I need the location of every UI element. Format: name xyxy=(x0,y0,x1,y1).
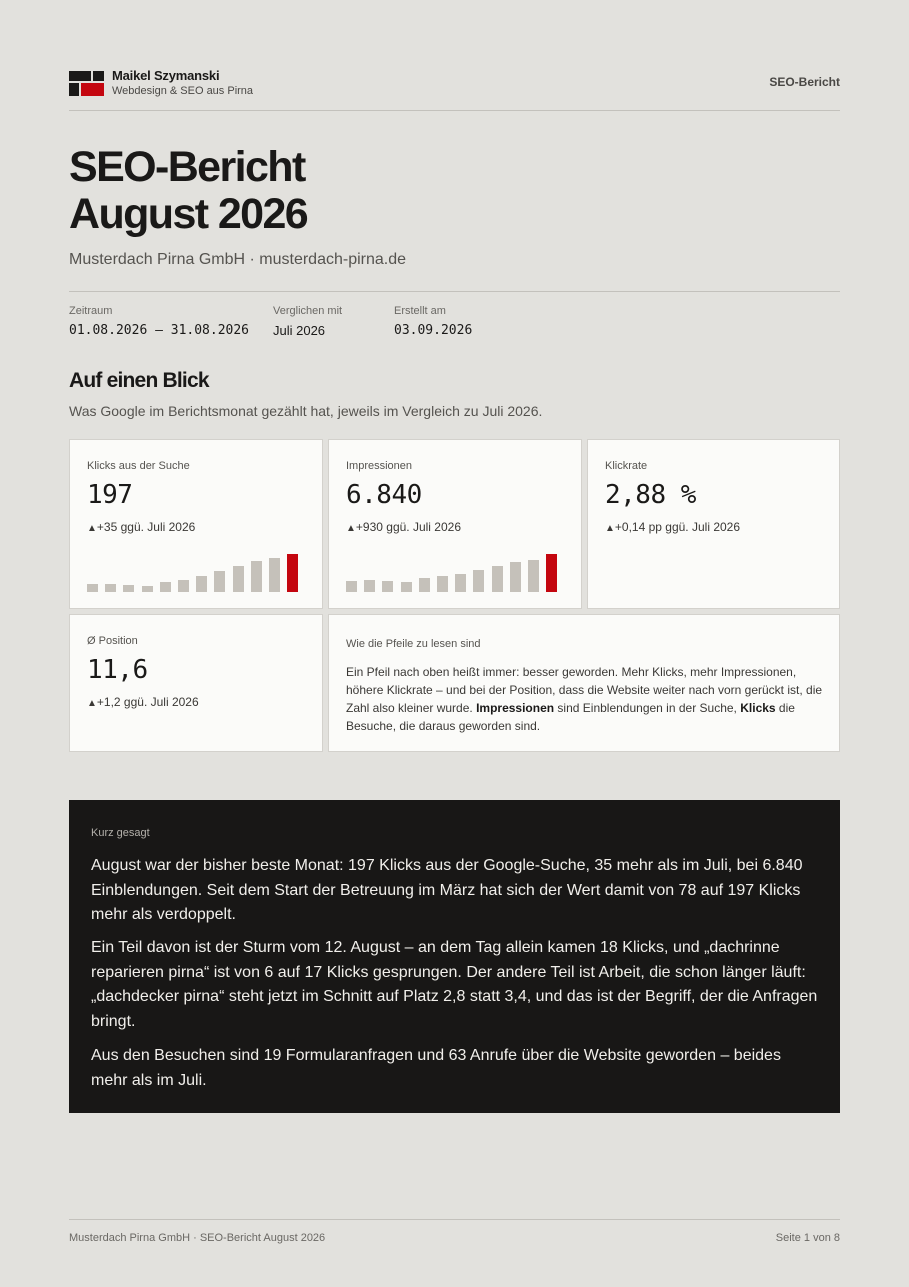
kpi-delta-text: +1,2 ggü. Juli 2026 xyxy=(96,695,199,709)
trend-bar xyxy=(233,566,244,592)
kpi-value: 2,88 % xyxy=(605,480,696,510)
kpi-card-impressions xyxy=(328,439,582,609)
section-title: Auf einen Blick xyxy=(69,369,209,392)
arrow-up-icon: ▲ xyxy=(87,698,97,709)
info-text: Ein Pfeil nach oben heißt immer: besser geworden. Mehr Klicks, mehr Impressionen, höhere Klickrate – und bei der Position, dass die Website weiter nach vorn gerückt ist, die Zahl also kleiner wurde. Impressionen sind Einblendungen in der Suche, Klicks die Besuche, die daraus geworden sind. xyxy=(346,665,823,733)
meta-period-label: Zeitraum xyxy=(69,305,113,317)
kpi-card-position xyxy=(69,614,323,752)
kpi-label: Ø Position xyxy=(87,635,138,647)
kpi-card-ctr xyxy=(587,439,840,609)
trend-bar xyxy=(510,562,521,592)
summary-paragraph: Ein Teil davon ist der Sturm vom 12. August – an dem Tag allein kamen 18 Klicks, und „dachrinne reparieren pirna“ ist von 6 auf 17 Klicks gesprungen. Der andere Teil ist Arbeit, die schon länger läuft: „dachdecker pirna“ steht jetzt im Schnitt auf Platz 2,8 statt 3,4, und das ist der Begriff, der die Anfragen bringt. xyxy=(91,939,818,1030)
trend-bar xyxy=(528,560,539,592)
kpi-delta xyxy=(87,695,199,709)
summary-box xyxy=(69,800,840,1113)
page-number: Seite 1 von 8 xyxy=(775,1232,840,1244)
trend-bar xyxy=(178,580,189,592)
section-subtitle: Was Google im Berichtsmonat gezählt hat, jeweils im Vergleich zu Juli 2026. xyxy=(69,403,543,419)
page-header xyxy=(69,68,840,100)
brand xyxy=(112,68,253,98)
meta-created-value: 03.09.2026 xyxy=(394,323,473,338)
trend-bar xyxy=(546,554,557,592)
trend-bar xyxy=(419,578,430,592)
arrow-legend-card xyxy=(328,614,840,752)
trend-bar xyxy=(492,566,503,592)
trend-bar xyxy=(87,584,98,592)
title-line-1: SEO-Bericht xyxy=(69,143,305,191)
trend-bar xyxy=(251,561,262,592)
kpi-value: 6.840 xyxy=(346,480,422,510)
kpi-value: 11,6 xyxy=(87,655,148,685)
trend-bar xyxy=(346,581,357,592)
title-line-2: August 2026 xyxy=(69,190,308,238)
trend-bar xyxy=(105,584,116,592)
report-page xyxy=(69,0,840,1287)
page-title xyxy=(69,144,307,238)
summary-label: Kurz gesagt xyxy=(91,827,150,839)
trend-bar xyxy=(160,582,171,592)
meta-period xyxy=(69,305,249,338)
kpi-label: Impressionen xyxy=(346,460,413,472)
kpi-label: Klickrate xyxy=(605,460,648,472)
title-divider xyxy=(69,291,840,292)
meta-created xyxy=(394,305,472,338)
brand-tagline: Webdesign & SEO aus Pirna xyxy=(112,85,254,97)
meta-compare-label: Verglichen mit xyxy=(273,305,343,317)
brand-logo-icon xyxy=(69,71,104,97)
trend-bar xyxy=(364,580,375,592)
trend-bars xyxy=(87,552,299,592)
trend-bar xyxy=(214,571,225,592)
trend-bar xyxy=(382,581,393,592)
meta-period-value: 01.08.2026 – 31.08.2026 xyxy=(69,323,250,338)
trend-bar xyxy=(269,558,280,592)
trend-bar xyxy=(437,576,448,592)
kpi-value: 197 xyxy=(87,480,133,510)
kpi-delta xyxy=(87,520,195,534)
info-title: Wie die Pfeile zu lesen sind xyxy=(346,638,481,650)
kpi-delta xyxy=(346,520,461,534)
trend-bar xyxy=(401,582,412,592)
meta-compare xyxy=(273,305,342,338)
trend-bar xyxy=(455,574,466,592)
trend-bar xyxy=(123,585,134,592)
meta-compare-value: Juli 2026 xyxy=(273,323,326,338)
trend-bar xyxy=(196,576,207,592)
kpi-delta-text: +930 ggü. Juli 2026 xyxy=(355,520,461,534)
meta-created-label: Erstellt am xyxy=(394,305,446,317)
trend-bar xyxy=(142,586,153,592)
summary-paragraph: Aus den Besuchen sind 19 Formularanfragen und 63 Anrufe über die Website geworden – beides mehr als im Juli. xyxy=(91,1047,781,1089)
kpi-delta xyxy=(605,520,740,534)
kpi-delta-text: +35 ggü. Juli 2026 xyxy=(96,520,196,534)
document-type: SEO-Bericht xyxy=(769,75,840,89)
summary-paragraph: August war der bisher beste Monat: 197 Klicks aus der Google-Suche, 35 mehr als im Juli, bei 6.840 Einblendungen. Seit dem Start der Betreuung im März hat sich der Wert damit von 78 auf 197 Klicks mehr als verdoppelt. xyxy=(91,857,803,923)
footer-left: Musterdach Pirna GmbH · SEO-Bericht August 2026 xyxy=(69,1232,326,1244)
kpi-card-clicks xyxy=(69,439,323,609)
arrow-up-icon: ▲ xyxy=(605,523,615,534)
trend-bar xyxy=(287,554,298,592)
arrow-up-icon: ▲ xyxy=(346,523,356,534)
brand-name: Maikel Szymanski xyxy=(112,68,220,83)
client-subtitle: Musterdach Pirna GmbH · musterdach-pirna.de xyxy=(69,251,407,268)
kpi-label: Klicks aus der Suche xyxy=(87,460,190,472)
footer-divider xyxy=(69,1219,840,1220)
header-divider xyxy=(69,110,840,111)
arrow-up-icon: ▲ xyxy=(87,523,97,534)
trend-bar xyxy=(473,570,484,592)
trend-bars xyxy=(346,552,558,592)
kpi-delta-text: +0,14 pp ggü. Juli 2026 xyxy=(614,520,741,534)
